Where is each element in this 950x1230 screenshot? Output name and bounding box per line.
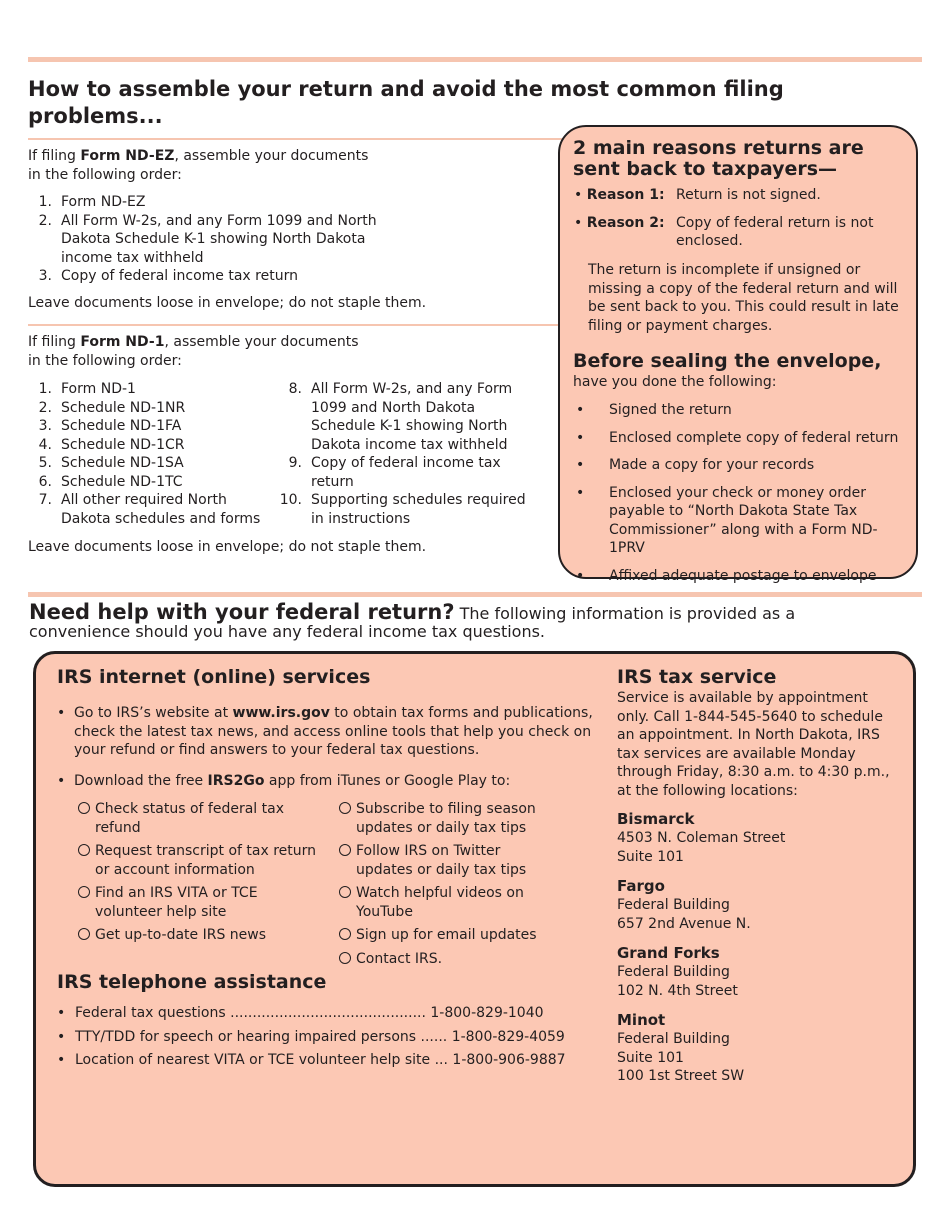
list-item: 4. Schedule ND-1CR — [38, 436, 185, 453]
circle-bullet-icon — [339, 928, 351, 940]
list-item: 10. Supporting schedules required in instructions — [279, 492, 526, 527]
checklist-item: • Made a copy for your records — [573, 456, 908, 475]
location-bismarck: Bismarck 4503 N. Coleman Street Suite 101 — [617, 810, 786, 865]
location-grand-forks: Grand Forks Federal Building 102 N. 4th Street — [617, 944, 738, 999]
phone-number[interactable]: 1-800-829-4059 — [451, 1028, 565, 1045]
app-features-left — [78, 800, 323, 945]
federal-help-heading: Need help with your federal return? The following information is provided as a convenience should you have any federal income tax questions. — [29, 600, 796, 641]
reasons-title: 2 main reasons returns are sent back to taxpayers— — [573, 137, 864, 180]
list-item: 9. Copy of federal income tax return — [288, 455, 501, 490]
list-item: 7. All other required North Dakota schedules and forms — [38, 492, 261, 527]
circle-bullet-icon — [78, 844, 90, 856]
phone-line: • Federal tax questions ............................................ 1-800-829-1040 — [57, 1004, 597, 1023]
circle-bullet-icon — [78, 928, 90, 940]
list-item: Request transcript of tax return or account information — [78, 842, 323, 879]
circle-bullet-icon — [78, 886, 90, 898]
section-divider — [28, 324, 563, 326]
reasons-paragraph: The return is incomplete if unsigned or missing a copy of the federal return and will be sent back to you. This could result in late filing or payment charges. — [588, 262, 899, 334]
nd-1-note: Leave documents loose in envelope; do not staple them. — [28, 539, 427, 555]
nd-ez-list — [28, 193, 398, 286]
list-item: 5. Schedule ND-1SA — [38, 455, 184, 471]
phone-line: • TTY/TDD for speech or hearing impaired persons ...... 1-800-829-4059 — [57, 1028, 597, 1047]
nd-1-list-right — [278, 380, 538, 528]
list-item: 3. Copy of federal income tax return — [38, 268, 298, 284]
list-item: Get up-to-date IRS news — [78, 926, 323, 945]
mid-divider — [28, 592, 922, 597]
top-divider — [28, 57, 922, 62]
irs-services-box — [33, 651, 916, 1187]
sealing-subtitle: have you done the following: — [573, 374, 777, 390]
list-item: 1. Form ND-1 — [38, 381, 136, 397]
list-item: • Download the free IRS2Go app from iTunes or Google Play to: — [57, 772, 597, 791]
online-services-title: IRS internet (online) services — [57, 666, 371, 688]
list-item: 2. All Form W-2s, and any Form 1099 and North Dakota Schedule K-1 showing North Dakota income tax withheld — [38, 212, 377, 266]
irs-website-link[interactable]: www.irs.gov — [232, 705, 330, 721]
online-bullets — [57, 704, 597, 790]
nd-1-list-left — [28, 380, 268, 528]
sealing-checklist — [573, 401, 908, 585]
nd-ez-section — [28, 147, 548, 312]
phone-number[interactable]: 1-800-906-9887 — [452, 1052, 566, 1068]
telephone-list — [57, 1004, 597, 1070]
list-item: Watch helpful videos on YouTube — [339, 884, 549, 921]
reason-item: • Reason 1: Return is not signed. — [574, 186, 894, 205]
location-fargo: Fargo Federal Building 657 2nd Avenue N. — [617, 877, 751, 932]
list-item: Subscribe to filing season updates or daily tax tips — [339, 800, 549, 837]
telephone-title: IRS telephone assistance — [57, 971, 327, 993]
nd-ez-intro-line2: in the following order: — [28, 166, 182, 183]
circle-bullet-icon — [339, 844, 351, 856]
location-minot: Minot Federal Building Suite 101 100 1st Street SW — [617, 1011, 745, 1084]
list-item: Check status of federal tax refund — [78, 800, 323, 837]
reasons-list — [574, 186, 894, 251]
checklist-item: • Affixed adequate postage to envelope — [573, 567, 908, 586]
phone-number[interactable]: 1-800-829-1040 — [430, 1005, 544, 1021]
list-item: 3. Schedule ND-1FA — [38, 418, 182, 434]
reasons-callout — [558, 125, 918, 584]
list-item: 1. Form ND-EZ — [38, 194, 146, 210]
checklist-item: • Enclosed your check or money order payable to “North Dakota State Tax Commissioner” along with a Form ND-1PRV — [573, 484, 908, 558]
nd-1-section — [28, 333, 548, 370]
circle-bullet-icon — [339, 952, 351, 964]
page-title: How to assemble your return and avoid the most common filing problems... — [28, 77, 784, 128]
locations — [617, 810, 887, 1086]
nd-1-intro-line2: in the following order: — [28, 352, 182, 369]
circle-bullet-icon — [78, 802, 90, 814]
circle-bullet-icon — [339, 802, 351, 814]
app-features-right — [339, 800, 549, 968]
list-item: • Go to IRS’s website at www.irs.gov to obtain tax forms and publications, check the latest tax news, and access online tools that help you check on your refund or find answers to your federal tax questions. — [57, 704, 597, 760]
list-item: 6. Schedule ND-1TC — [38, 473, 183, 490]
phone-line: • Location of nearest VITA or TCE volunteer help site ... 1-800-906-9887 — [57, 1051, 597, 1070]
federal-help-title: Need help with your federal return? — [29, 600, 455, 624]
nd-ez-note: Leave documents loose in envelope; do not staple them. — [28, 294, 427, 311]
list-item: Contact IRS. — [339, 950, 549, 969]
list-item: Find an IRS VITA or TCE volunteer help site — [78, 884, 323, 921]
checklist-item: • Enclosed complete copy of federal return — [573, 429, 908, 448]
heading-underline — [28, 138, 563, 140]
reason-item: • Reason 2: Copy of federal return is not enclosed. — [574, 214, 894, 251]
list-item: Sign up for email updates — [339, 926, 549, 945]
list-item: Follow IRS on Twitter updates or daily tax tips — [339, 842, 549, 879]
tax-service-title: IRS tax service — [617, 666, 777, 688]
tax-service-intro: Service is available by appointment only. Call 1-844-545-5640 to schedule an appointment. In North Dakota, IRS tax services are available Monday through Friday, 8:30 a.m. to 4:30 p.m., at the following locations: — [617, 690, 890, 799]
nd-1-intro: If filing Form ND-1, assemble your documents — [28, 334, 359, 350]
list-item: 8. All Form W-2s, and any Form 1099 and North Dakota Schedule K-1 showing North Dakota income tax withheld — [288, 381, 513, 453]
checklist-item: • Signed the return — [573, 401, 908, 420]
nd-ez-intro: If filing Form ND-EZ, assemble your documents — [28, 148, 369, 164]
circle-bullet-icon — [339, 886, 351, 898]
sealing-title: Before sealing the envelope, — [573, 350, 882, 372]
list-item: 2. Schedule ND-1NR — [38, 399, 186, 416]
